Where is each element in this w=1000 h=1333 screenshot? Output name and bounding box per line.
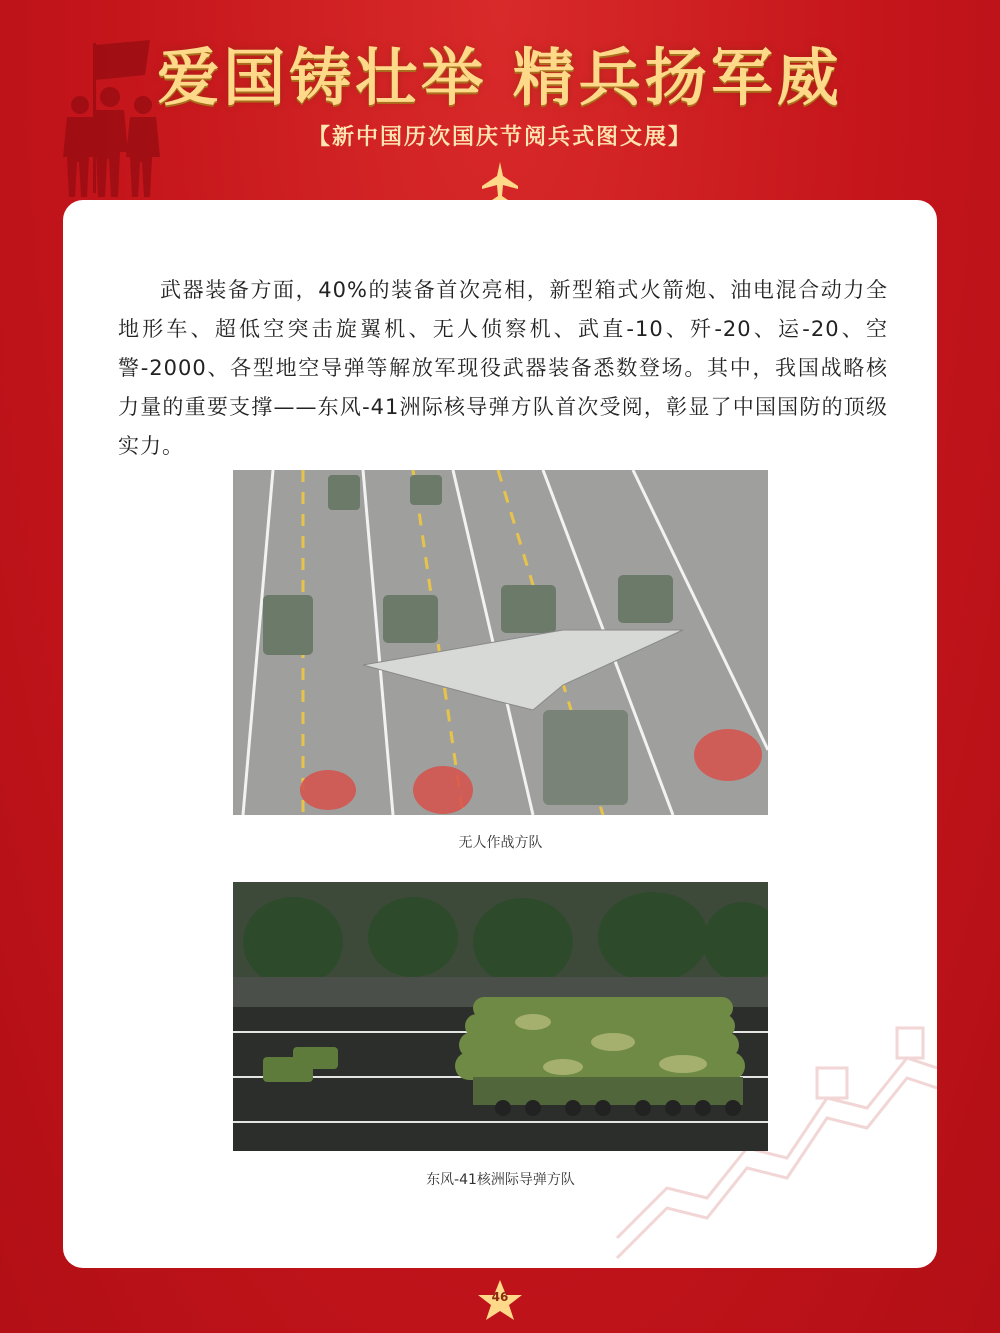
body-paragraph: 武器装备方面，40%的装备首次亮相，新型箱式火箭炮、油电混合动力全地形车、超低空突击旋翼机、无人侦察机、武直-10、歼-20、运-20、空警-2000、各型地空导弹等解放军现役武器装备悉数登场。其中，我国战略核力量的重要支撑——东风-41洲际核导弹方队首次受阅，彰显了中国国防的顶级实力。 xyxy=(118,278,888,458)
page-title: 爱国铸壮举 精兵扬军威 xyxy=(157,41,843,114)
df41-squadron-photo xyxy=(233,882,768,1151)
page-number: 46 xyxy=(491,1290,509,1304)
jet-icon xyxy=(478,160,522,204)
content-card xyxy=(63,200,937,1268)
unmanned-combat-squadron-photo xyxy=(233,470,768,815)
photo-caption-1: 无人作战方队 xyxy=(458,835,543,851)
page-subtitle: 【新中国历次国庆节阅兵式图文展】 xyxy=(307,124,692,150)
photo-caption-2: 东风-41核洲际导弹方队 xyxy=(426,1172,575,1188)
